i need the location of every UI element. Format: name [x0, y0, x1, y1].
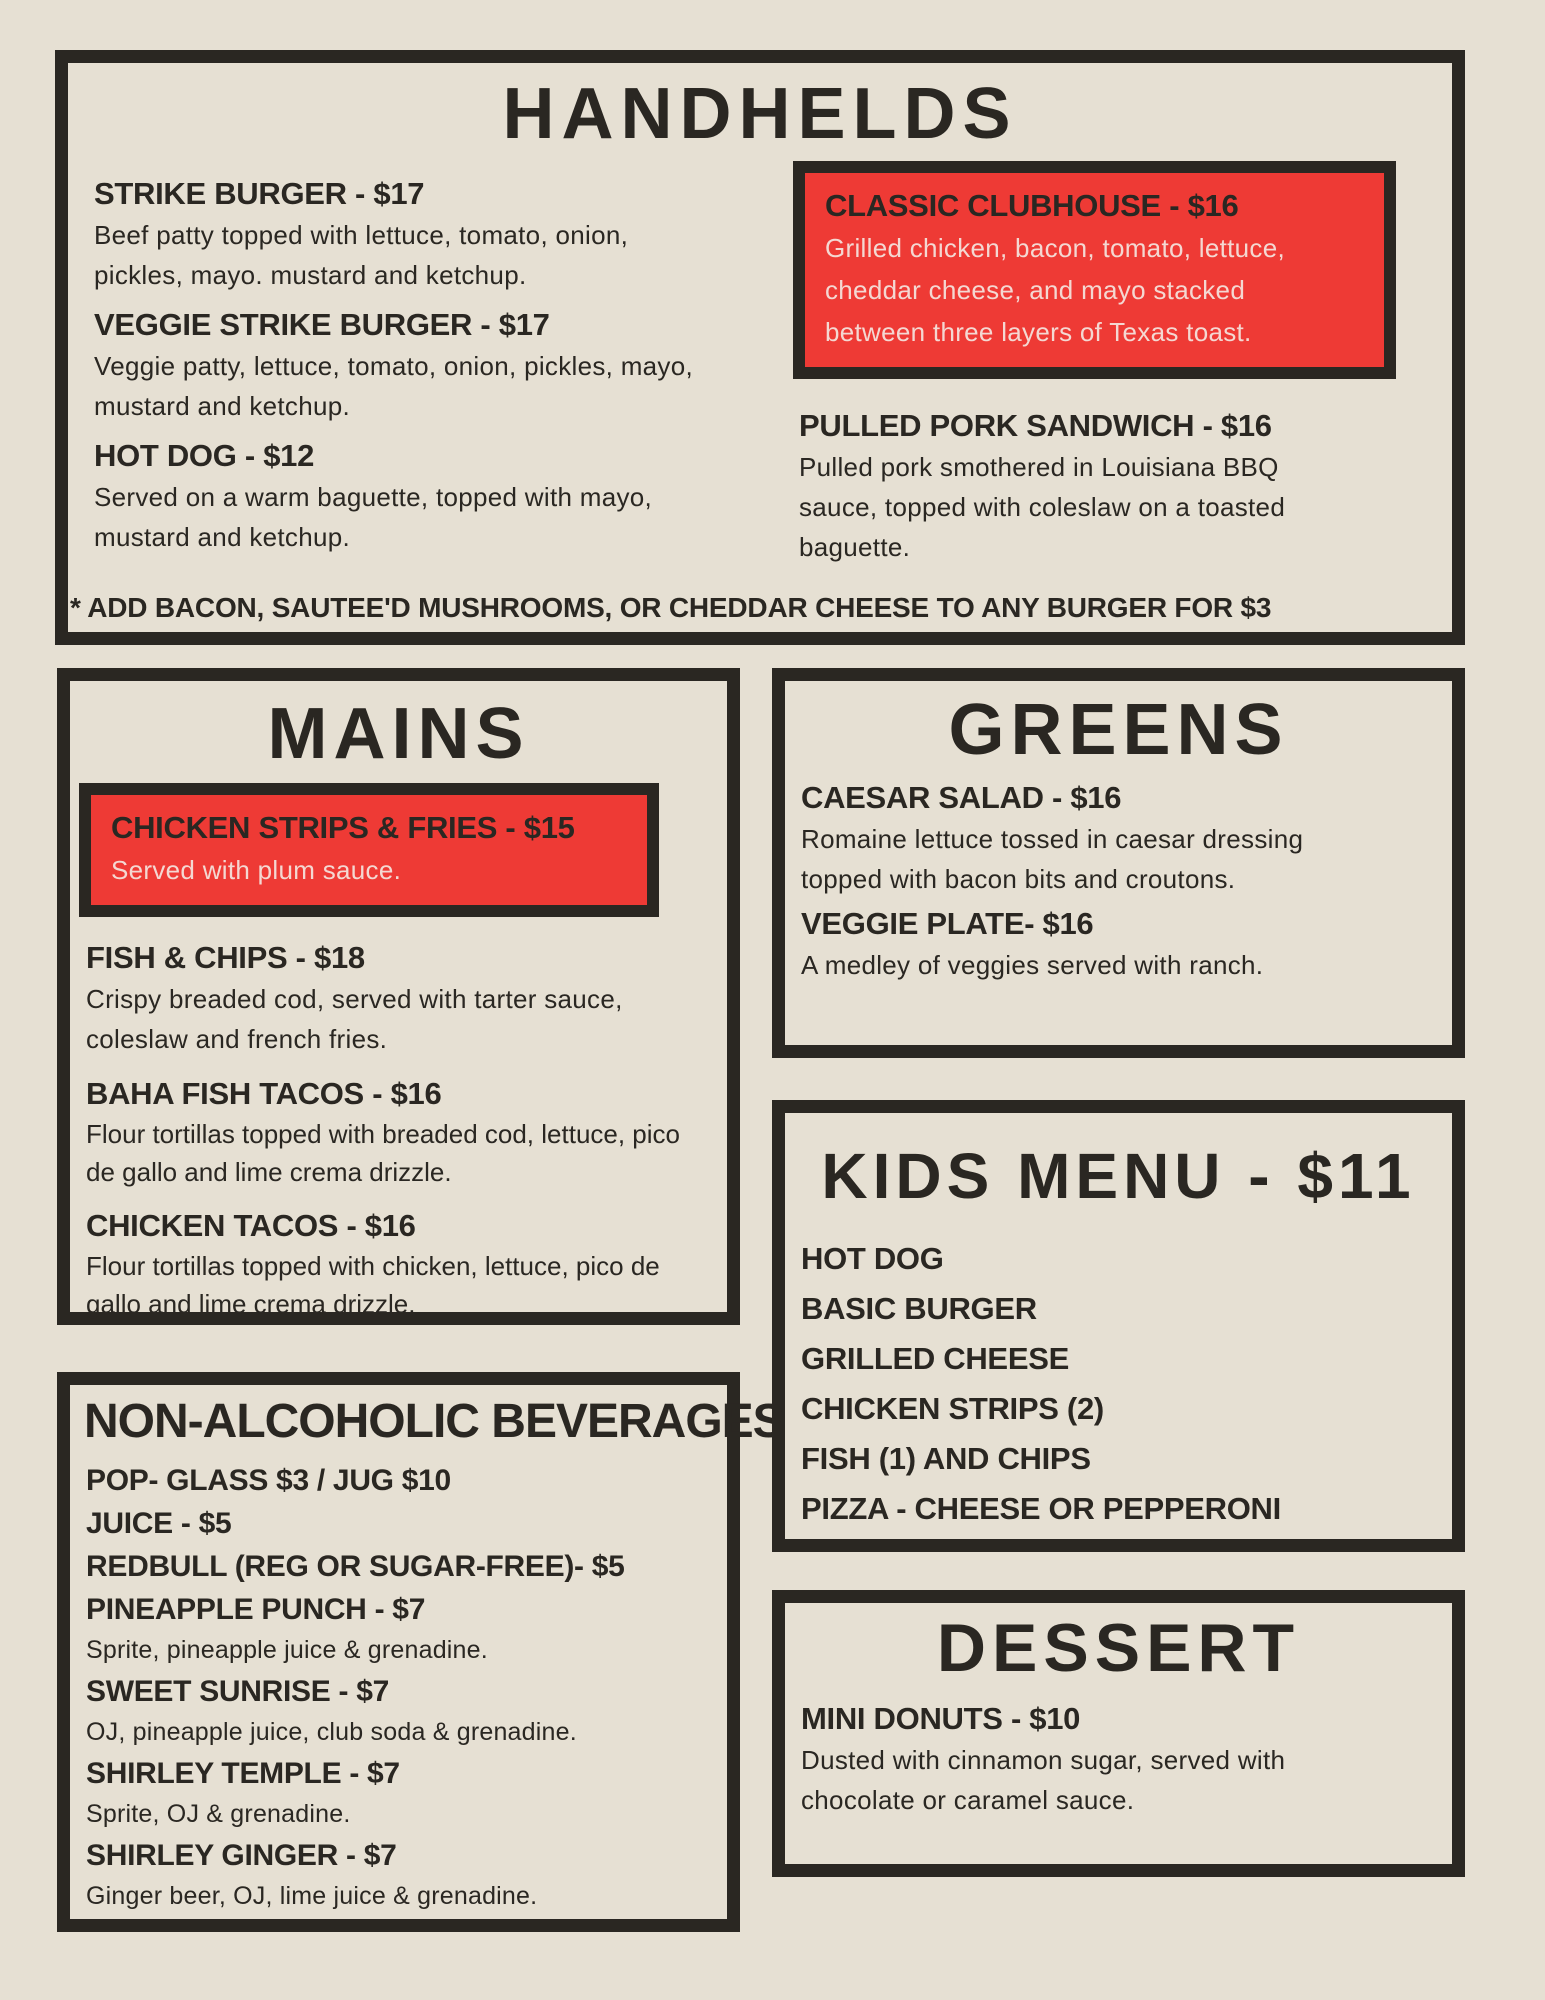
handhelds-left-column: [68, 161, 793, 567]
item-name: JUICE - $5: [86, 1507, 232, 1541]
item-desc: Flour tortillas topped with breaded cod, lettuce, pico de gallo and lime crema drizzle.: [86, 1118, 681, 1187]
item-name: STRIKE BURGER - $17: [94, 175, 425, 211]
menu-item: [86, 937, 707, 1059]
item-name: FISH & CHIPS - $18: [86, 939, 365, 975]
kids-item: PIZZA - CHEESE OR PEPPERONI: [801, 1491, 1281, 1527]
handhelds-right-column: [793, 161, 1452, 567]
item-name: REDBULL (REG OR SUGAR-FREE)- $5: [86, 1550, 625, 1584]
item-desc: Grilled chicken, bacon, tomato, lettuce, cheddar cheese, and mayo stacked between three layers of Texas toast.: [825, 232, 1286, 347]
menu-item: [86, 1459, 713, 1502]
menu-item: [94, 304, 793, 426]
menu-item: [801, 777, 1432, 899]
mains-title: MAINS: [267, 694, 530, 774]
dessert-title: DESSERT: [936, 1610, 1301, 1686]
item-desc: Ginger beer, OJ, lime juice & grenadine.: [86, 1882, 538, 1911]
item-name: SHIRLEY TEMPLE - $7: [86, 1757, 400, 1791]
greens-title: GREENS: [948, 690, 1289, 770]
burger-addons-note: * ADD BACON, SAUTEE'D MUSHROOMS, OR CHEDDAR CHEESE TO ANY BURGER FOR $3: [70, 592, 1272, 623]
item-desc: Served on a warm baguette, topped with mayo, mustard and ketchup.: [94, 481, 653, 552]
mains-items: [70, 937, 727, 1323]
item-desc: OJ, pineapple juice, club soda & grenadine.: [86, 1718, 577, 1747]
featured-item-box: [79, 783, 659, 917]
menu-item: [86, 1502, 713, 1545]
item-name: CLASSIC CLUBHOUSE - $16: [825, 187, 1239, 223]
menu-item: [801, 1698, 1432, 1820]
item-desc: A medley of veggies served with ranch.: [801, 949, 1264, 980]
item-desc: Pulled pork smothered in Louisiana BBQ sauce, topped with coleslaw on a toasted baguette.: [799, 451, 1286, 562]
item-desc: Crispy breaded cod, served with tarter sauce, coleslaw and french fries.: [86, 983, 623, 1054]
dessert-items: [785, 1684, 1452, 1820]
menu-item: [86, 1545, 713, 1588]
item-desc: Beef patty topped with lettuce, tomato, onion, pickles, mayo. mustard and ketchup.: [94, 219, 629, 290]
item-desc: Sprite, pineapple juice & grenadine.: [86, 1636, 488, 1665]
menu-item: [86, 1073, 707, 1191]
menu-item: [94, 173, 793, 295]
beverages-title: NON-ALCOHOLIC BEVERAGES: [84, 1395, 784, 1448]
item-name: HOT DOG - $12: [94, 437, 315, 473]
item-name: CHICKEN STRIPS & FRIES - $15: [111, 809, 575, 845]
menu-item: [86, 1752, 713, 1834]
item-desc: Veggie patty, lettuce, tomato, onion, pickles, mayo, mustard and ketchup.: [94, 350, 693, 421]
item-name: PINEAPPLE PUNCH - $7: [86, 1593, 426, 1627]
item-desc: Flour tortillas topped with chicken, lettuce, pico de gallo and lime crema drizzle.: [86, 1250, 660, 1319]
menu-item: [86, 1834, 713, 1916]
kids-item: FISH (1) AND CHIPS: [801, 1441, 1091, 1477]
kids-item: GRILLED CHEESE: [801, 1341, 1069, 1377]
kids-menu-items: [785, 1210, 1452, 1534]
kids-menu-section: [772, 1100, 1465, 1552]
handhelds-columns: [68, 161, 1452, 567]
beverages-items: [70, 1447, 727, 1916]
featured-item-box: [793, 161, 1396, 379]
menu-item: [86, 1588, 713, 1670]
item-desc: Romaine lettuce tossed in caesar dressing topped with bacon bits and croutons.: [801, 823, 1304, 894]
item-name: PULLED PORK SANDWICH - $16: [799, 407, 1272, 443]
kids-item: BASIC BURGER: [801, 1291, 1037, 1327]
item-desc: Served with plum sauce.: [111, 854, 402, 885]
item-name: CHICKEN TACOS - $16: [86, 1207, 416, 1243]
menu-item: [94, 435, 793, 557]
item-name: POP- GLASS $3 / JUG $10: [86, 1464, 451, 1498]
menu-item: [801, 903, 1432, 985]
dessert-section: [772, 1590, 1465, 1877]
menu-item: [86, 1205, 707, 1323]
item-name: VEGGIE STRIKE BURGER - $17: [94, 306, 550, 342]
menu-item: [86, 1670, 713, 1752]
greens-items: [785, 769, 1452, 985]
item-name: SWEET SUNRISE - $7: [86, 1675, 389, 1709]
item-name: BAHA FISH TACOS - $16: [86, 1075, 442, 1111]
handhelds-title: HANDHELDS: [502, 74, 1018, 154]
kids-item: HOT DOG: [801, 1241, 944, 1277]
handhelds-section: [55, 50, 1465, 645]
menu-item: [793, 405, 1452, 567]
mains-section: [57, 668, 740, 1325]
item-desc: Dusted with cinnamon sugar, served with chocolate or caramel sauce.: [801, 1745, 1286, 1816]
item-name: MINI DONUTS - $10: [801, 1701, 1081, 1737]
kids-menu-title: KIDS MENU - $11: [821, 1140, 1416, 1212]
item-desc: Sprite, OJ & grenadine.: [86, 1800, 351, 1829]
beverages-section: [57, 1372, 784, 1932]
kids-item: CHICKEN STRIPS (2): [801, 1391, 1104, 1427]
greens-section: [772, 668, 1465, 1058]
item-name: SHIRLEY GINGER - $7: [86, 1839, 397, 1873]
item-name: CAESAR SALAD - $16: [801, 779, 1122, 815]
item-name: VEGGIE PLATE- $16: [801, 905, 1094, 941]
